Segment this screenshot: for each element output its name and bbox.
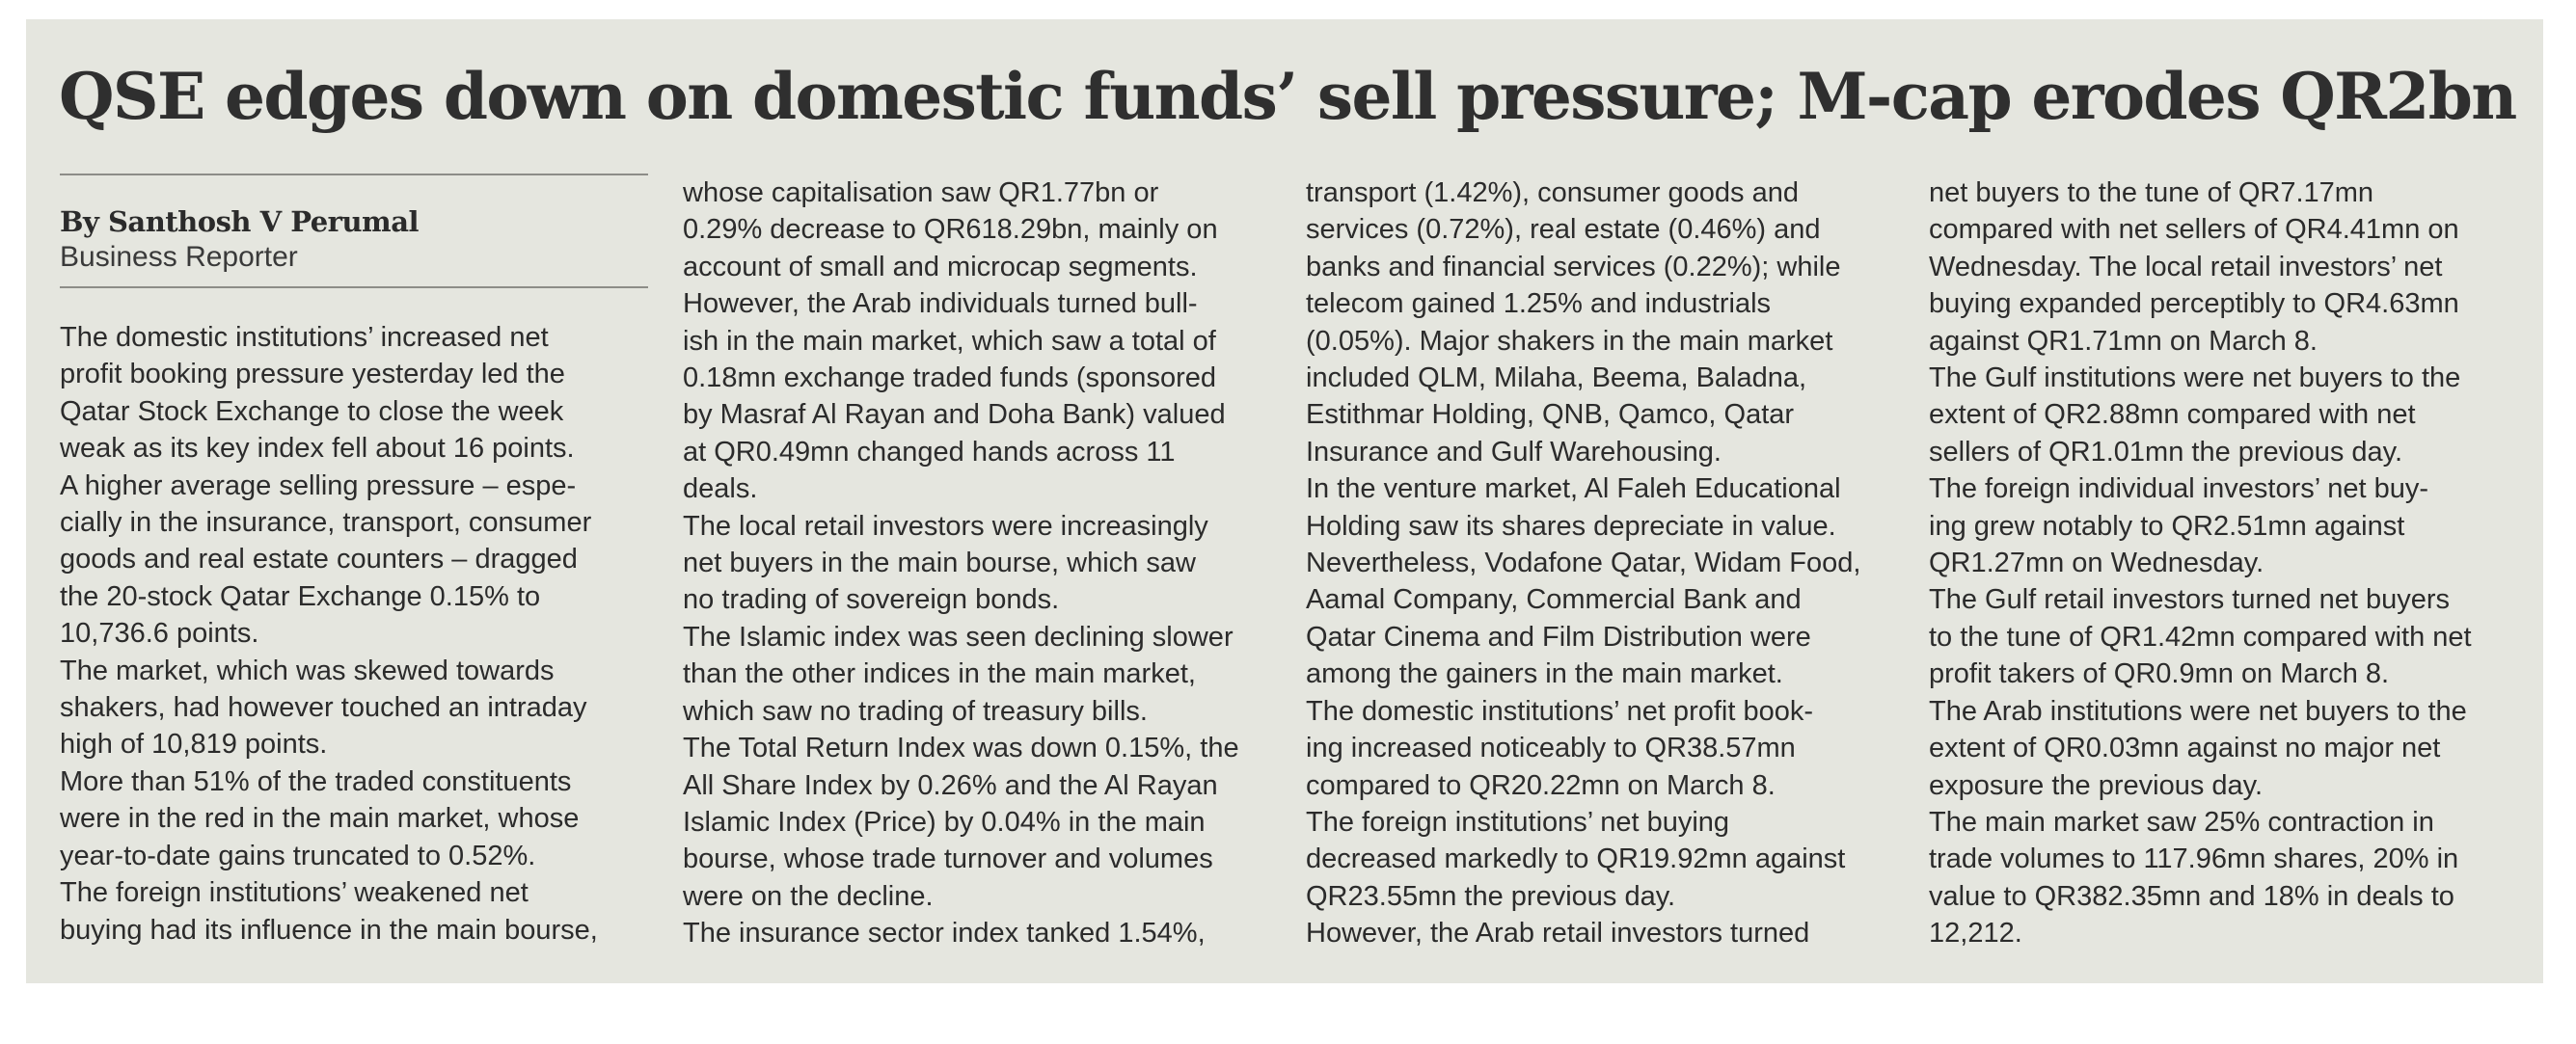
byline-author: By Santhosh V Perumal bbox=[60, 205, 420, 238]
article-line: The domestic institutions’ net profit book- bbox=[1306, 695, 1814, 727]
byline-role: Business Reporter bbox=[60, 241, 298, 273]
article-line: banks and financial services (0.22%); while bbox=[1306, 251, 1841, 282]
article-line: buying had its influence in the main bourse, bbox=[60, 914, 598, 946]
article-line: ish in the main market, which saw a total of bbox=[683, 325, 1216, 357]
article-line: A higher average selling pressure – espe- bbox=[60, 469, 577, 501]
article-line: no trading of sovereign bonds. bbox=[683, 584, 1060, 616]
article-line: goods and real estate counters – dragged bbox=[60, 544, 578, 576]
article-line: account of small and microcap segments. bbox=[683, 251, 1198, 282]
article-line: transport (1.42%), consumer goods and bbox=[1306, 177, 1799, 208]
article-line: 0.18mn exchange traded funds (sponsored bbox=[683, 362, 1216, 394]
article-line: The local retail investors were increasingly bbox=[683, 510, 1208, 542]
article-line: 12,212. bbox=[1929, 918, 2022, 950]
article-line: Islamic Index (Price) by 0.04% in the main bbox=[683, 806, 1206, 838]
article-line: sellers of QR1.01mn the previous day. bbox=[1929, 436, 2403, 468]
article-line: net buyers to the tune of QR7.17mn bbox=[1929, 177, 2374, 208]
article-line: were on the decline. bbox=[683, 880, 934, 912]
article-line: deals. bbox=[683, 473, 758, 505]
article-line: cially in the insurance, transport, consumer bbox=[60, 507, 592, 539]
article-line: compared to QR20.22mn on March 8. bbox=[1306, 769, 1776, 801]
article-line: However, the Arab individuals turned bull- bbox=[683, 288, 1198, 320]
article-line: decreased markedly to QR19.92mn against bbox=[1306, 843, 1846, 875]
headline: QSE edges down on domestic funds’ sell pressure; M-cap erodes QR2bn bbox=[59, 59, 2516, 134]
article-line: 0.29% decrease to QR618.29bn, mainly on bbox=[683, 214, 1218, 246]
article-line: More than 51% of the traded constituents bbox=[60, 765, 572, 797]
article-line: which saw no trading of treasury bills. bbox=[683, 695, 1148, 727]
article-line: The domestic institutions’ increased net bbox=[60, 322, 549, 353]
article-line: Insurance and Gulf Warehousing. bbox=[1306, 436, 1722, 468]
article-line: The market, which was skewed towards bbox=[60, 655, 555, 686]
article-column-4 bbox=[1929, 174, 2517, 952]
article-line: Holding saw its shares depreciate in value. bbox=[1306, 510, 1836, 542]
article-line: bourse, whose trade turnover and volumes bbox=[683, 843, 1213, 875]
article-line: The Gulf retail investors turned net buyers bbox=[1929, 584, 2450, 616]
article-line: net buyers in the main bourse, which saw bbox=[683, 548, 1196, 579]
article-line: extent of QR2.88mn compared with net bbox=[1929, 399, 2416, 431]
article-line: QR1.27mn on Wednesday. bbox=[1929, 548, 2264, 579]
article-column-2-text bbox=[683, 174, 1271, 952]
article-line: high of 10,819 points. bbox=[60, 729, 328, 761]
article-line: among the gainers in the main market. bbox=[1306, 658, 1783, 690]
article-line: profit booking pressure yesterday led the bbox=[60, 359, 565, 390]
article-line: weak as its key index fell about 16 points. bbox=[60, 433, 575, 465]
article-line: Qatar Cinema and Film Distribution were bbox=[1306, 621, 1811, 653]
article-column-1 bbox=[60, 156, 648, 949]
byline bbox=[60, 174, 648, 288]
article-line: profit takers of QR0.9mn on March 8. bbox=[1929, 658, 2390, 690]
article-line: year-to-date gains truncated to 0.52%. bbox=[60, 840, 536, 871]
article-line: The Total Return Index was down 0.15%, the bbox=[683, 733, 1239, 764]
article-line: Nevertheless, Vodafone Qatar, Widam Food, bbox=[1306, 548, 1861, 579]
article-line: to the tune of QR1.42mn compared with net bbox=[1929, 621, 2472, 653]
article-column-3 bbox=[1306, 174, 1894, 952]
article-line: Estithmar Holding, QNB, Qamco, Qatar bbox=[1306, 399, 1795, 431]
article-line: against QR1.71mn on March 8. bbox=[1929, 325, 2318, 357]
article-line: However, the Arab retail investors turned bbox=[1306, 918, 1810, 950]
article-line: (0.05%). Major shakers in the main market bbox=[1306, 325, 1833, 357]
article-line: were in the red in the main market, whose bbox=[60, 803, 580, 835]
article-line: value to QR382.35mn and 18% in deals to bbox=[1929, 880, 2454, 912]
article-line: Wednesday. The local retail investors’ net bbox=[1929, 251, 2443, 282]
article-line: than the other indices in the main market, bbox=[683, 658, 1196, 690]
article-line: at QR0.49mn changed hands across 11 bbox=[683, 436, 1176, 468]
article-column-1-text bbox=[60, 319, 648, 949]
article-line: All Share Index by 0.26% and the Al Rayan bbox=[683, 769, 1218, 801]
article-line: The Gulf institutions were net buyers to the bbox=[1929, 362, 2461, 394]
article-line: the 20-stock Qatar Exchange 0.15% to bbox=[60, 580, 541, 612]
article-line: shakers, had however touched an intraday bbox=[60, 692, 587, 724]
article-line: exposure the previous day. bbox=[1929, 769, 2264, 801]
article-line: telecom gained 1.25% and industrials bbox=[1306, 288, 1772, 320]
article-line: Qatar Stock Exchange to close the week bbox=[60, 395, 564, 427]
article-line: The Islamic index was seen declining slower bbox=[683, 621, 1234, 653]
article-column-3-text bbox=[1306, 174, 1894, 952]
article-line: ing increased noticeably to QR38.57mn bbox=[1306, 733, 1796, 764]
article-line: extent of QR0.03mn against no major net bbox=[1929, 733, 2441, 764]
article-column-4-text bbox=[1929, 174, 2517, 952]
article-line: QR23.55mn the previous day. bbox=[1306, 880, 1676, 912]
article-line: The foreign individual investors’ net buy- bbox=[1929, 473, 2428, 505]
article-line: by Masraf Al Rayan and Doha Bank) valued bbox=[683, 399, 1226, 431]
article-line: In the venture market, Al Faleh Educational bbox=[1306, 473, 1841, 505]
article-line: The Arab institutions were net buyers to the bbox=[1929, 695, 2467, 727]
article-line: 10,736.6 points. bbox=[60, 618, 259, 650]
article-line: services (0.72%), real estate (0.46%) and bbox=[1306, 214, 1821, 246]
article-line: The foreign institutions’ net buying bbox=[1306, 806, 1730, 838]
article-line: included QLM, Milaha, Beema, Baladna, bbox=[1306, 362, 1807, 394]
article-line: compared with net sellers of QR4.41mn on bbox=[1929, 214, 2459, 246]
article-line: ing grew notably to QR2.51mn against bbox=[1929, 510, 2405, 542]
article-column-2 bbox=[683, 174, 1271, 952]
article-line: trade volumes to 117.96mn shares, 20% in bbox=[1929, 843, 2459, 875]
article-line: buying expanded perceptibly to QR4.63mn bbox=[1929, 288, 2459, 320]
article-line: The main market saw 25% contraction in bbox=[1929, 806, 2434, 838]
article-line: The insurance sector index tanked 1.54%, bbox=[683, 918, 1206, 950]
article-line: whose capitalisation saw QR1.77bn or bbox=[683, 177, 1159, 208]
article-line: The foreign institutions’ weakened net bbox=[60, 877, 529, 909]
article-line: Aamal Company, Commercial Bank and bbox=[1306, 584, 1802, 616]
